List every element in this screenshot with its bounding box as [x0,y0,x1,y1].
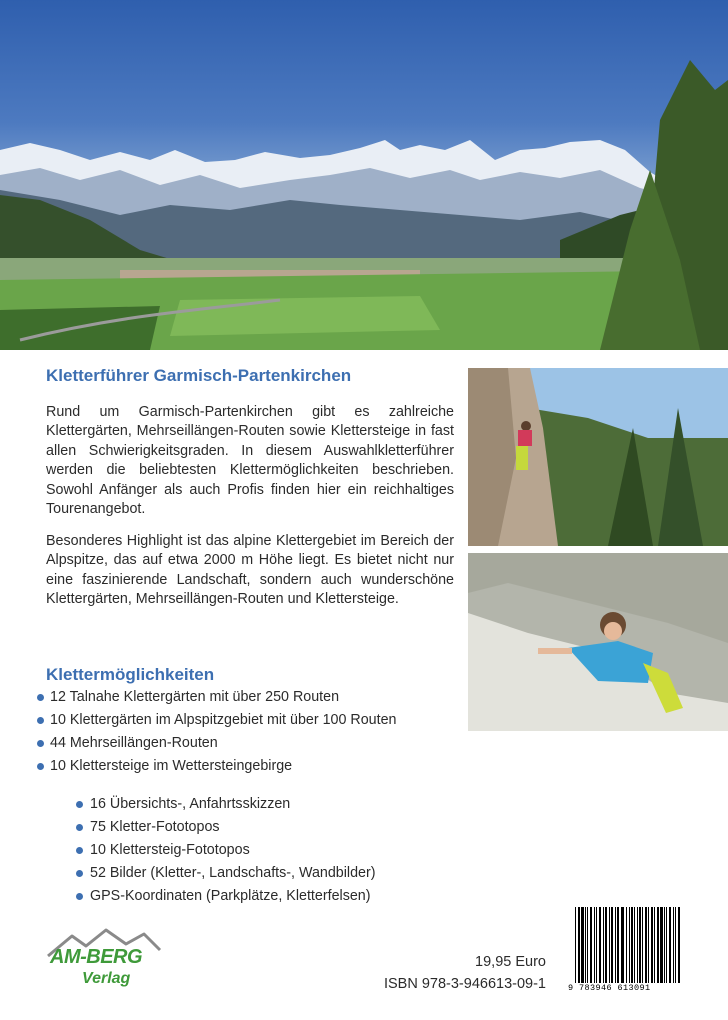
list-item: 44 Mehrseillängen-Routen [36,732,397,755]
climber-rock-wall-photo [468,368,728,546]
barcode-bar [594,907,595,983]
price: 19,95 Euro [475,954,546,970]
barcode-bar [654,907,655,983]
list-item: 12 Talnahe Klettergärten mit über 250 Routen [36,686,397,709]
isbn: ISBN 978-3-946613-09-1 [383,976,546,992]
mountain-landscape-illustration [0,0,728,350]
barcode-bar [615,907,616,983]
barcode-bar [648,907,649,983]
publisher-logo [44,926,164,996]
publisher-name: AM-BERG [50,946,143,968]
barcode-bar [629,907,630,983]
barcode-bars [574,907,682,983]
barcode-bar [609,907,610,983]
isbn-barcode [568,905,688,1000]
barcode-bar [634,907,635,983]
barcode-bar [596,907,597,983]
list-item: GPS-Koordinaten (Parkplätze, Kletterfelsen) [74,885,376,908]
barcode-bar [645,907,647,983]
list-item: 10 Klettersteig-Fototopos [74,839,376,862]
barcode-bar [581,907,584,983]
barcode-bar [603,907,604,983]
section-title: Kletterführer Garmisch-Partenkirchen [46,366,352,385]
barcode-bar [637,907,638,983]
barcode-bar [669,907,671,983]
barcode-bar [578,907,580,983]
barcode-bar [621,907,624,983]
barcode-bar [642,907,643,983]
barcode-bar [651,907,653,983]
barcode-bar [626,907,627,983]
list-item: 10 Klettergärten im Alpspitzgebiet mit über 100 Routen [36,709,397,732]
list-item: 75 Kletter-Fototopos [74,816,376,839]
list-item: 16 Übersichts-, Anfahrtsskizzen [74,793,376,816]
features-title: Klettermöglichkeiten [46,665,215,684]
features-list [36,686,397,778]
barcode-bar [590,907,592,983]
extras-list [74,793,376,908]
barcode-bar [673,907,674,983]
barcode-digits: 9 783946 613091 [568,983,651,993]
barcode-bar [617,907,619,983]
barcode-bar [678,907,680,983]
woman-climbing-photo [468,553,728,731]
barcode-bar [675,907,676,983]
barcode-bar [666,907,667,983]
barcode-bar [575,907,576,983]
barcode-bar [605,907,607,983]
barcode-bar [585,907,586,983]
barcode-bar [639,907,641,983]
list-item: 10 Klettersteige im Wettersteingebirge [36,755,397,778]
publisher-subtitle: Verlag [82,970,131,987]
barcode-bar [599,907,601,983]
barcode-bar [664,907,665,983]
list-item: 52 Bilder (Kletter-, Landschafts-, Wandbilder) [74,862,376,885]
barcode-bar [631,907,633,983]
barcode-bar [611,907,613,983]
description-paragraph-2: Besonderes Highlight ist das alpine Klettergebiet im Bereich der Alpspitze, das auf etwa 2000 m Höhe liegt. Es bietet nicht nur eine faszinierende Landschaft, sondern auch wunderschöne Klettergärten, Mehrseillängen-Routen und Klettersteige. [46,533,454,608]
cover-panorama-photo [0,0,728,350]
barcode-bar [657,907,659,983]
barcode-bar [587,907,588,983]
barcode-bar [660,907,663,983]
description-paragraph-1: Rund um Garmisch-Partenkirchen gibt es zahlreiche Klettergärten, Mehrseillängen-Routen sowie Klettersteige in fast allen Schwierigkeitsgraden. In diesem Auswahlkletterführer werden die beliebtesten Klettermöglichkeiten beschrieben. Sowohl Anfänger als auch Profis finden hier ein reichhaltiges Tourenangebot. [46,404,454,518]
